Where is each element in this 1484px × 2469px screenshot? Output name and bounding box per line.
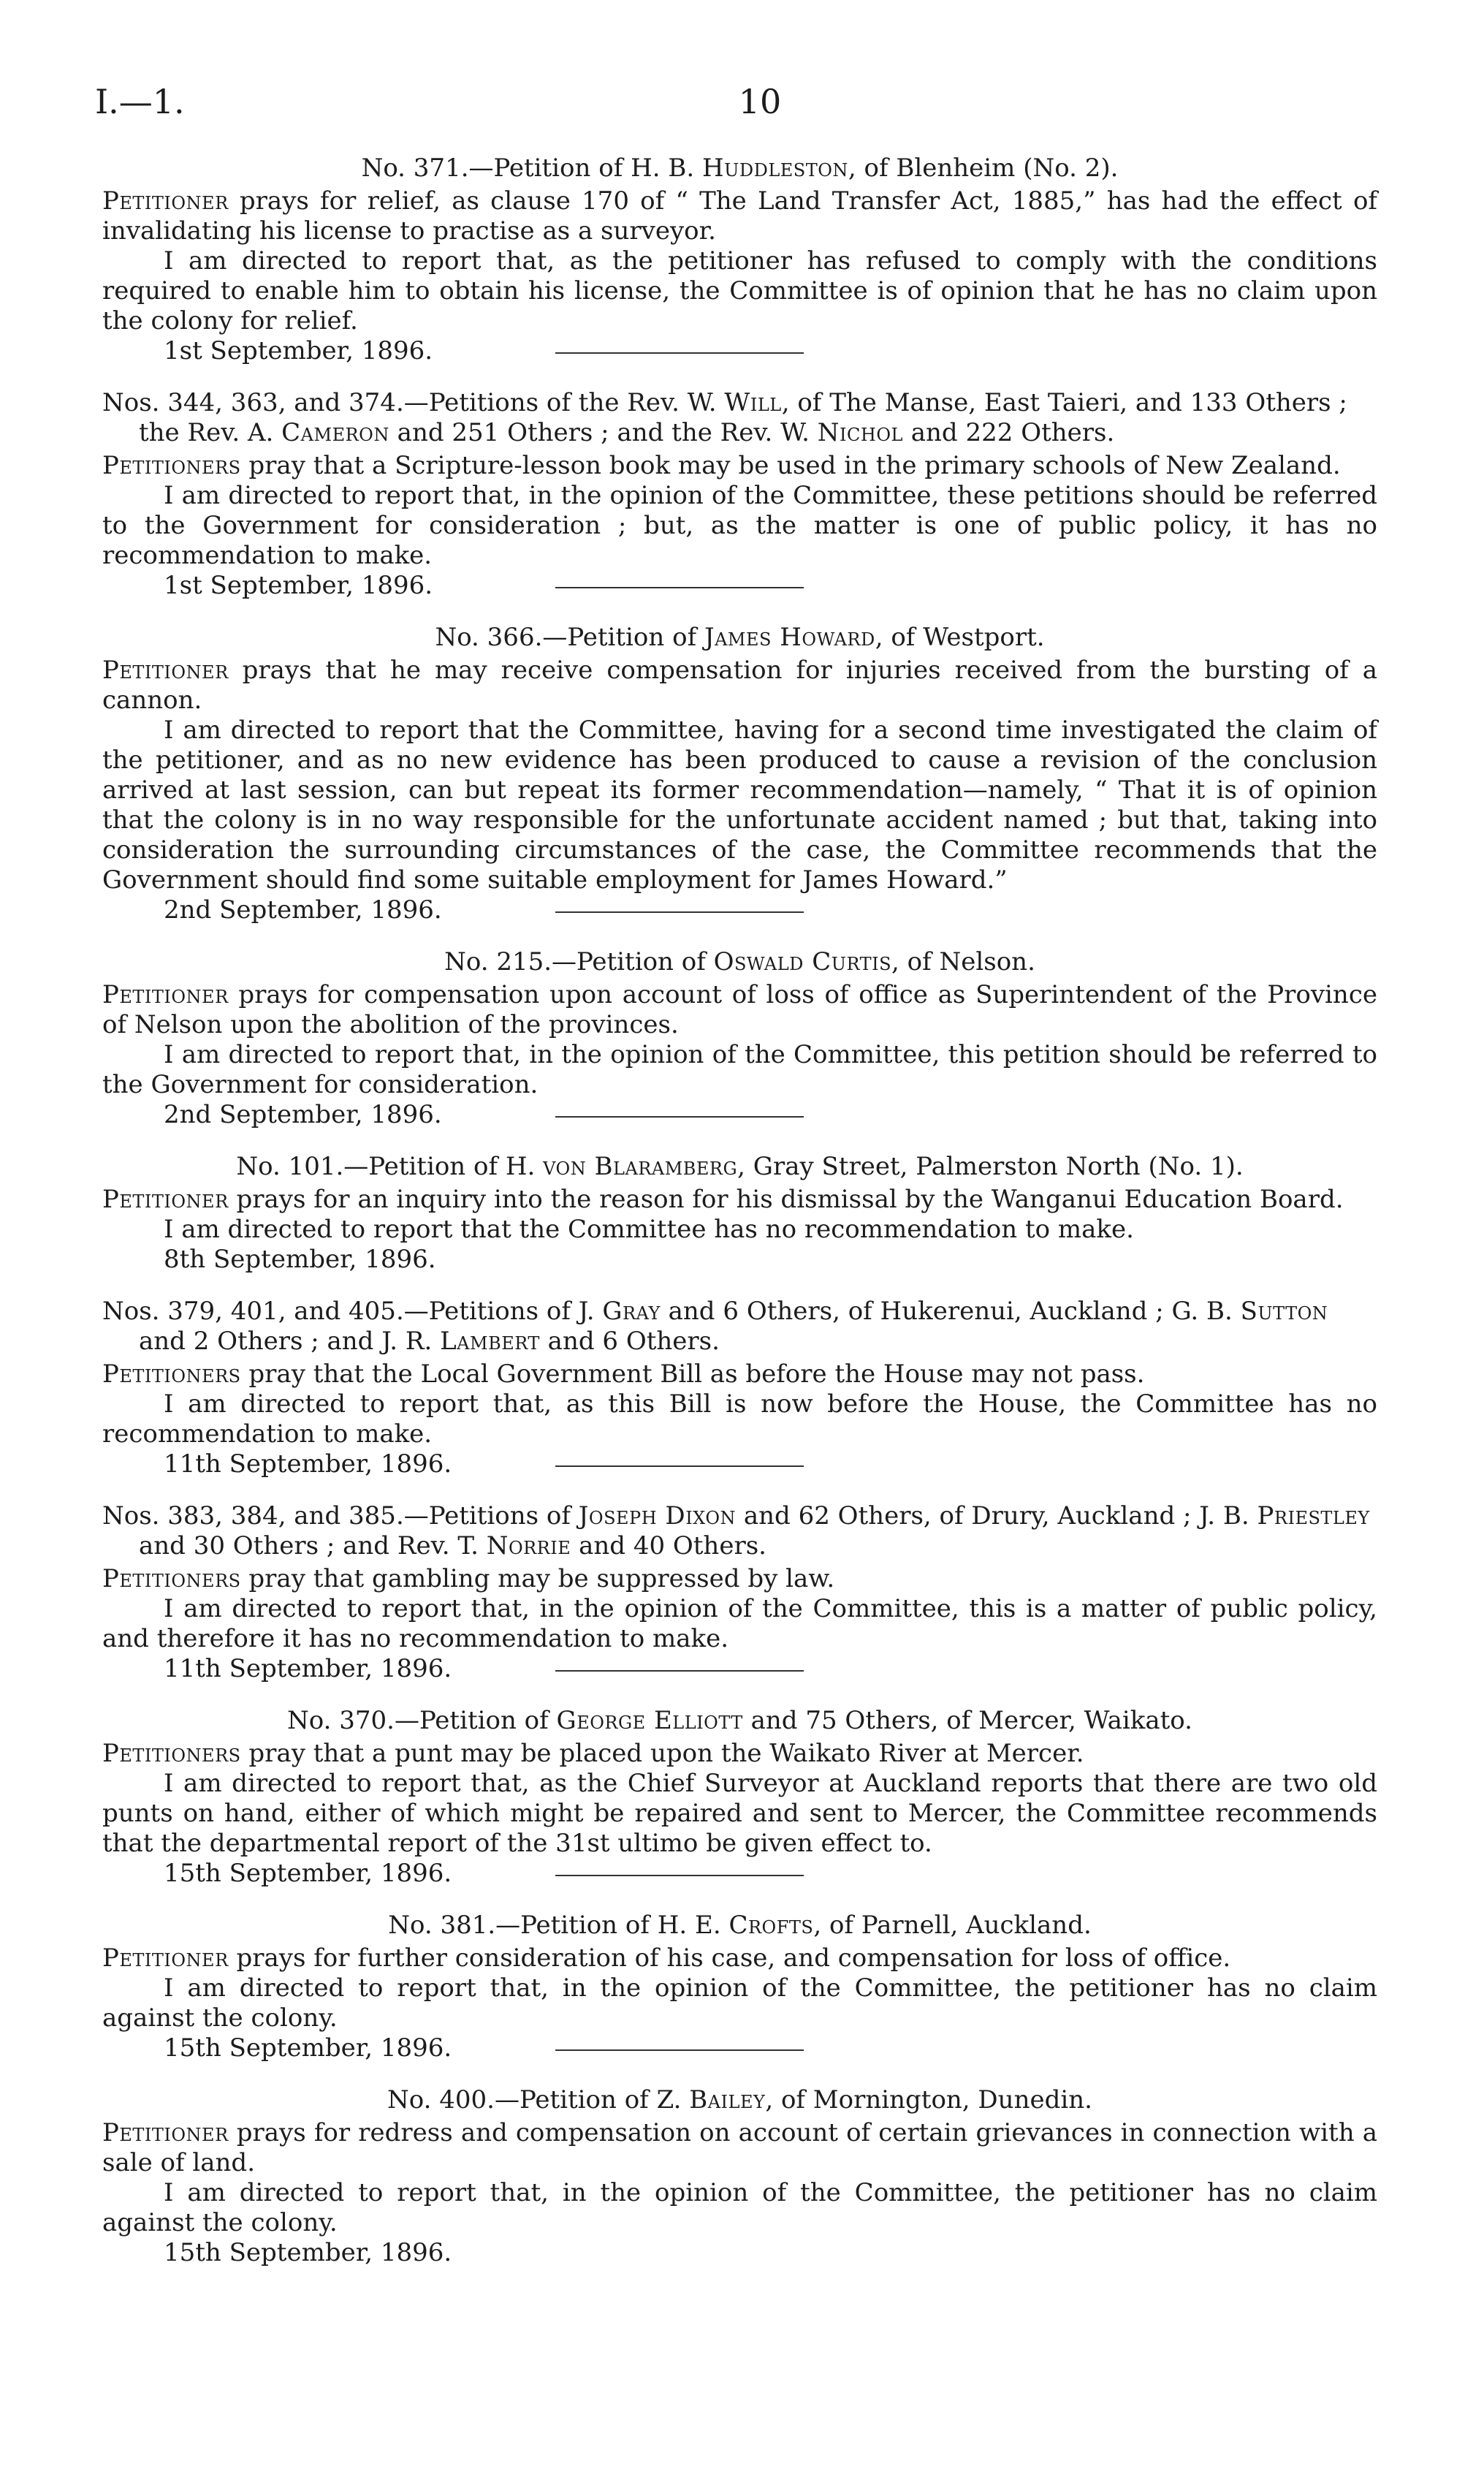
committee-report: I am directed to report that, in the opinion of the Committee, these petitions should be referred to the Government for consideration ; but, as the matter is one of public policy, it has no recommendation to make. [102,481,1377,570]
petition-entry [102,1911,1377,2063]
section-divider [555,1875,804,1876]
section-divider [555,352,804,354]
section-divider [555,1116,804,1118]
petition-entry [102,1501,1377,1684]
report-date: 15th September, 1896. [164,1859,452,1888]
section-divider [555,1465,804,1467]
section-divider [555,1670,804,1672]
page-number: 10 [738,82,782,121]
petition-title: No. 400.—Petition of Z. Bailey, of Mornington, Dunedin. [387,2085,1092,2115]
committee-report: I am directed to report that the Committee has no recommendation to make. [164,1215,1134,1244]
report-date: 2nd September, 1896. [164,1100,442,1129]
petition-prayer: Petitioner prays for relief, as clause 170 of “ The Land Transfer Act, 1885,” has had the effect of invalidating his license to practise as a surveyor. [102,186,1377,246]
petition-entry [102,623,1377,925]
parliamentary-paper-reference: I.—1. [95,82,185,121]
petition-entry [102,388,1377,601]
petition-entry [102,2085,1377,2268]
report-date: 15th September, 1896. [164,2238,452,2267]
section-divider [555,587,804,588]
petition-entry [102,1706,1377,1889]
petition-prayer: Petitioners pray that gambling may be suppressed by law. [102,1564,835,1593]
petition-prayer: Petitioner prays for redress and compensation on account of certain grievances in connection with a sale of land. [102,2118,1377,2177]
petition-prayer: Petitioners pray that a Scripture-lesson book may be used in the primary schools of New Zealand. [102,451,1341,480]
report-date: 11th September, 1896. [164,1654,452,1683]
petition-prayer: Petitioner prays for an inquiry into the reason for his dismissal by the Wanganui Education Board. [102,1185,1344,1214]
report-date: 2nd September, 1896. [164,895,442,925]
petition-entry [102,1297,1377,1479]
petition-prayer: Petitioners pray that a punt may be placed upon the Waikato River at Mercer. [102,1739,1084,1768]
petition-entry [102,1152,1377,1275]
committee-report: I am directed to report that the Committee, having for a second time investigated the claim of the petitioner, and as no new evidence has been produced to cause a revision of the conclusion arrived at last session, can but repeat its former recommendation—namely, “ That it is of opinion that the colony is in no way responsible for the unfortunate accident named ; but that, taking into consideration the surrounding circumstances of the case, the Committee recommends that the Government should find some suitable employment for James Howard.” [102,716,1377,895]
petition-title: Nos. 344, 363, and 374.—Petitions of the Rev. W. Will, of The Manse, East Taieri, and 133 Others ; the Rev. A. Cameron and 251 Others ; and the Rev. W. Nichol and 222 Others. [102,388,1347,447]
petition-title: Nos. 379, 401, and 405.—Petitions of J. Gray and 6 Others, of Hukerenui, Auckland ; G. B. Sutton and 2 Others ; and J. R. Lambert and 6 Others. [102,1297,1328,1356]
committee-report: I am directed to report that, as the petitioner has refused to comply with the conditions required to enable him to obtain his license, the Committee is of opinion that he has no claim upon the colony for relief. [102,246,1377,335]
petition-title: No. 371.—Petition of H. B. Huddleston, of Blenheim (No. 2). [361,153,1119,183]
petition-prayer: Petitioners pray that the Local Government Bill as before the House may not pass. [102,1359,1145,1389]
document-body [102,153,1377,2290]
report-date: 1st September, 1896. [164,336,433,365]
committee-report: I am directed to report that, in the opinion of the Committee, the petitioner has no claim against the colony. [102,1973,1377,2033]
petition-title: No. 370.—Petition of George Elliott and 75 Others, of Mercer, Waikato. [287,1706,1192,1735]
petition-entry [102,947,1377,1130]
petition-prayer: Petitioner prays that he may receive compensation for injuries received from the bursting of a cannon. [102,656,1377,715]
petition-prayer: Petitioner prays for compensation upon account of loss of office as Superintendent of the Province of Nelson upon the abolition of the provinces. [102,980,1377,1039]
section-divider [555,2049,804,2051]
committee-report: I am directed to report that, in the opinion of the Committee, the petitioner has no claim against the colony. [102,2178,1377,2237]
petition-title: No. 215.—Petition of Oswald Curtis, of Nelson. [444,947,1035,976]
committee-report: I am directed to report that, as this Bill is now before the House, the Committee has no recommendation to make. [102,1389,1377,1449]
committee-report: I am directed to report that, in the opinion of the Committee, this is a matter of public policy, and therefore it has no recommendation to make. [102,1594,1377,1653]
report-date: 15th September, 1896. [164,2033,452,2063]
petition-entry [102,153,1377,366]
petition-prayer: Petitioner prays for further consideration of his case, and compensation for loss of office. [102,1943,1231,1973]
report-date: 8th September, 1896. [164,1245,436,1274]
petition-title: No. 366.—Petition of James Howard, of Westport. [435,623,1045,652]
section-divider [555,911,804,913]
petition-title: No. 381.—Petition of H. E. Crofts, of Parnell, Auckland. [388,1911,1092,1940]
report-date: 11th September, 1896. [164,1449,452,1479]
page-header [95,82,1396,126]
report-date: 1st September, 1896. [164,571,433,600]
petition-title: Nos. 383, 384, and 385.—Petitions of Joseph Dixon and 62 Others, of Drury, Auckland ; J. B. Priestley and 30 Others ; and Rev. T. Norrie and 40 Others. [102,1501,1370,1560]
committee-report: I am directed to report that, in the opinion of the Committee, this petition should be referred to the Government for consideration. [102,1040,1377,1099]
committee-report: I am directed to report that, as the Chief Surveyor at Auckland reports that there are two old punts on hand, either of which might be repaired and sent to Mercer, the Committee recommends that the departmental report of the 31st ultimo be given effect to. [102,1769,1377,1858]
petition-title: No. 101.—Petition of H. von Blaramberg, Gray Street, Palmerston North (No. 1). [236,1152,1244,1181]
